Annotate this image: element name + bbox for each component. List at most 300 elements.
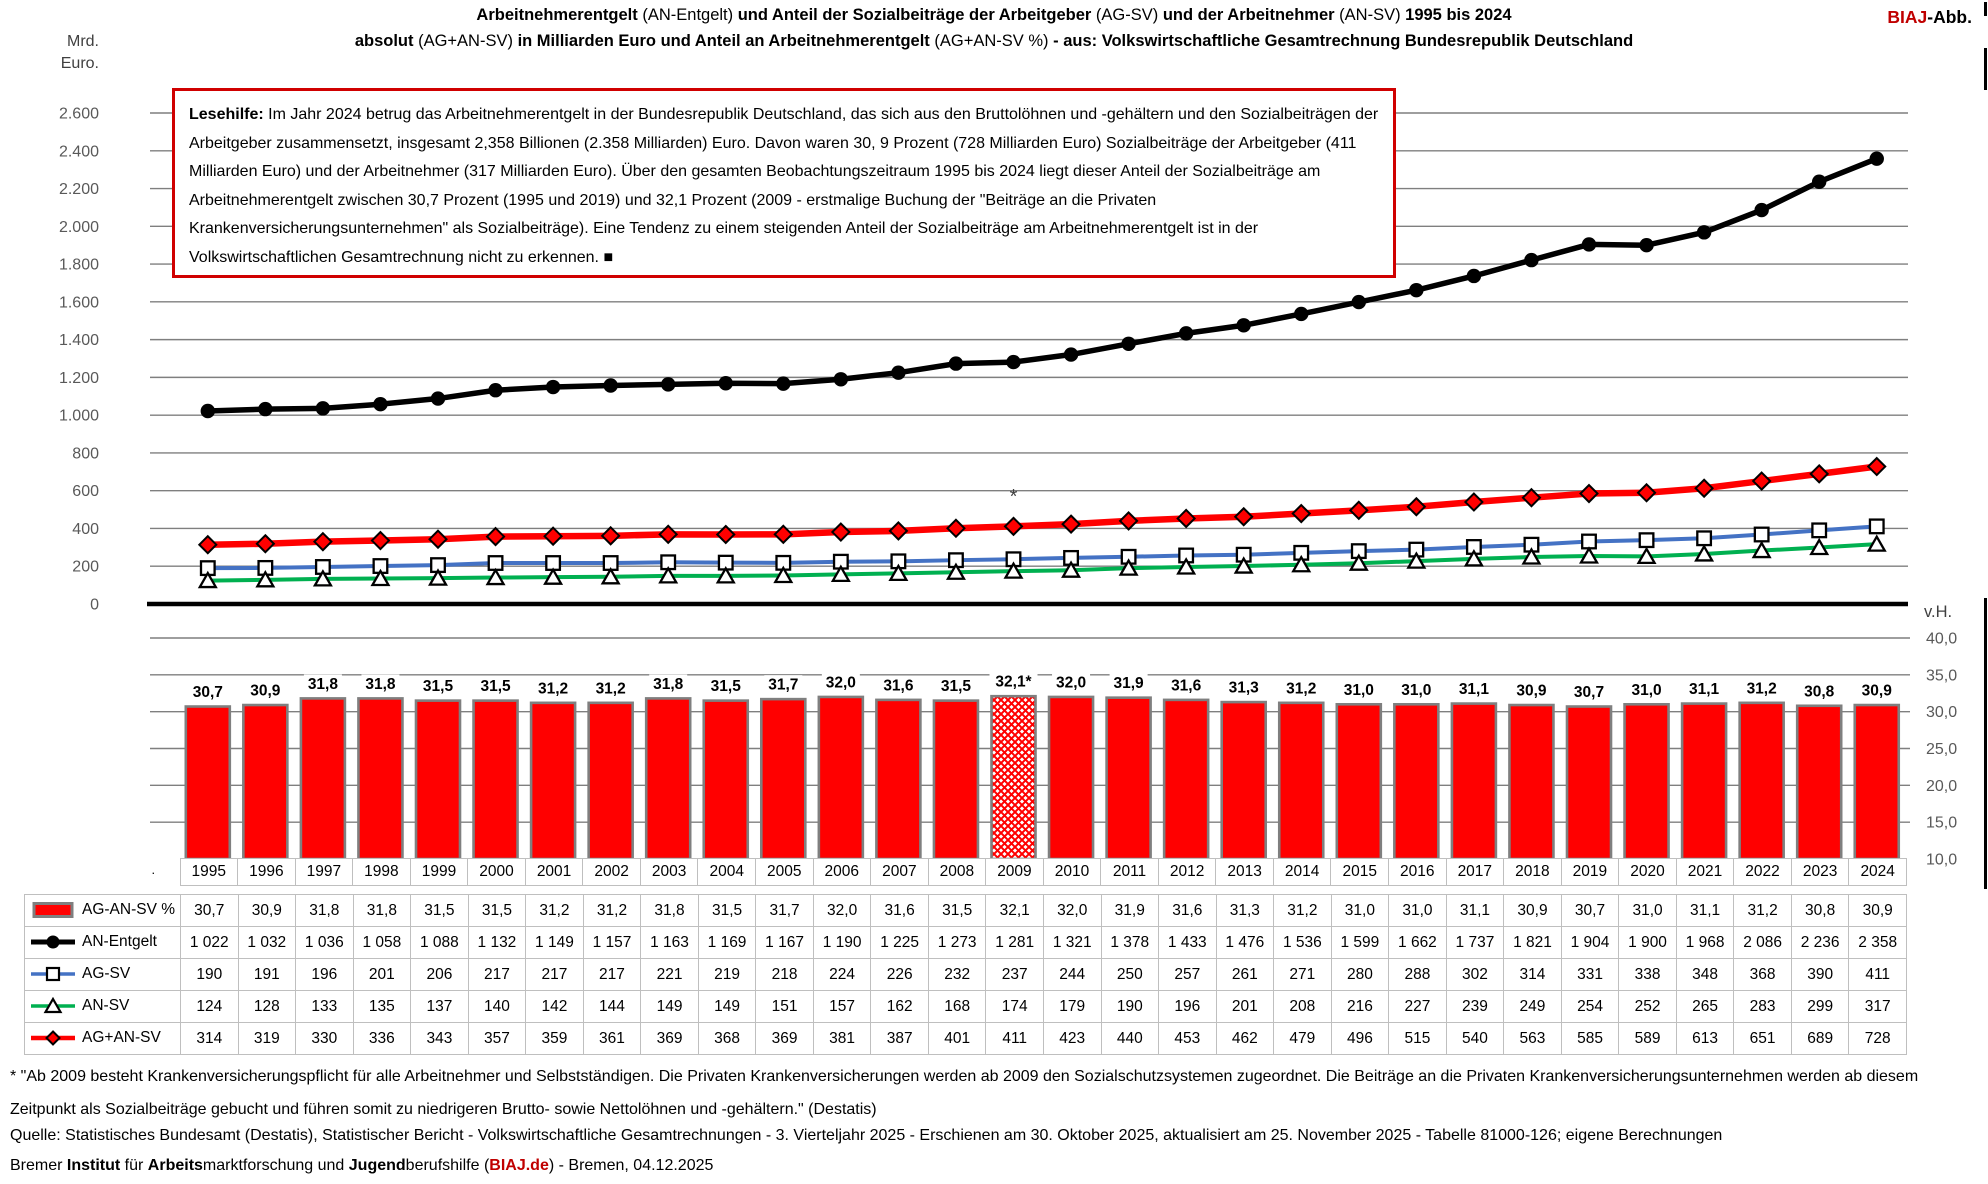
- legend-AN-Entgelt: AN-Entgelt: [25, 927, 181, 959]
- marker-AN-Entgelt: [1237, 318, 1251, 332]
- cell-AG-AN-SV %-1996: 30,9: [238, 895, 296, 927]
- year-header-2016: 2016: [1388, 859, 1446, 886]
- cell-AG-AN-SV %-1995: 30,7: [181, 895, 239, 927]
- cell-AN-SV-2002: 144: [583, 991, 641, 1023]
- cell-AG-AN-SV %-2001: 31,2: [526, 895, 584, 927]
- year-header-2002: 2002: [583, 859, 641, 886]
- marker-AN-Entgelt: [1179, 326, 1193, 340]
- year-header-1998: 1998: [353, 859, 411, 886]
- year-header-2005: 2005: [755, 859, 813, 886]
- bar-label-1998: 31,8: [365, 675, 396, 693]
- year-header-1997: 1997: [295, 859, 353, 886]
- lesehilfe-box: [172, 88, 1396, 278]
- bar-label-2024: 30,9: [1861, 682, 1892, 700]
- cell-AG-AN-SV %-2021: 31,1: [1676, 895, 1734, 927]
- bar-2006: [819, 697, 863, 859]
- cell-AG+AN-SV-2019: 585: [1561, 1023, 1619, 1055]
- bar-2021: [1682, 704, 1726, 859]
- bar-2012: [1164, 700, 1208, 859]
- legend-swatch-bar-icon: [31, 901, 75, 919]
- bar-1999: [416, 701, 460, 859]
- cell-AG-AN-SV %-2019: 30,7: [1561, 895, 1619, 927]
- cell-AG+AN-SV-2001: 359: [526, 1023, 584, 1055]
- credit-seg: Bremer: [10, 1157, 67, 1174]
- bar-2014: [1279, 703, 1323, 859]
- cell-AG-AN-SV %-1998: 31,8: [353, 895, 411, 927]
- year-header-2019: 2019: [1561, 859, 1619, 886]
- bar-2016: [1394, 704, 1438, 859]
- cell-AG-SV-2016: 288: [1389, 959, 1447, 991]
- cell-AG-SV-1995: 190: [181, 959, 239, 991]
- cell-AG+AN-SV-1997: 330: [296, 1023, 354, 1055]
- bar-label-1997: 31,8: [307, 675, 338, 693]
- cell-AN-Entgelt-2015: 1 599: [1331, 927, 1389, 959]
- bar-label-2011: 31,9: [1113, 675, 1144, 693]
- bar-label-2019: 30,7: [1573, 684, 1605, 702]
- years-row-corner-mark: ·: [151, 864, 156, 880]
- marker-AG+AN-SV: [890, 522, 907, 539]
- cell-AN-Entgelt-1999: 1 088: [411, 927, 469, 959]
- marker-AN-Entgelt: [1294, 307, 1308, 321]
- bar-label-2008: 31,5: [940, 678, 972, 696]
- marker-AG+AN-SV: [1465, 494, 1482, 511]
- marker-AG+AN-SV: [199, 536, 216, 553]
- bar-2022: [1740, 703, 1784, 859]
- cell-AG-SV-2015: 280: [1331, 959, 1389, 991]
- cell-AN-Entgelt-2009: 1 281: [986, 927, 1044, 959]
- credit-seg: Arbeits: [147, 1157, 203, 1174]
- cell-AG+AN-SV-2015: 496: [1331, 1023, 1389, 1055]
- bar-2019: [1567, 707, 1611, 859]
- cell-AG-SV-2002: 217: [583, 959, 641, 991]
- bar-label-1995: 30,7: [192, 684, 223, 702]
- cell-AN-Entgelt-2005: 1 167: [756, 927, 814, 959]
- cell-AN-Entgelt-2003: 1 163: [641, 927, 699, 959]
- marker-AG+AN-SV: [1638, 484, 1655, 501]
- title-seg: (AN-Entgelt): [642, 6, 738, 24]
- year-header-1995: 1995: [180, 859, 238, 886]
- cell-AN-SV-2019: 254: [1561, 991, 1619, 1023]
- right-axis-tick: 20,0: [1926, 777, 1958, 795]
- bar-label-2007: 31,6: [883, 677, 914, 695]
- bar-2001: [531, 703, 575, 859]
- series-line-AG+AN-SV: [208, 467, 1877, 545]
- year-header-2020: 2020: [1619, 859, 1677, 886]
- cell-AG-SV-2022: 368: [1734, 959, 1792, 991]
- marker-AN-Entgelt: [1409, 283, 1423, 297]
- year-header-2004: 2004: [698, 859, 756, 886]
- cell-AG-SV-1998: 201: [353, 959, 411, 991]
- cell-AN-Entgelt-2017: 1 737: [1446, 927, 1504, 959]
- biaj-abb-black: -Abb.: [1927, 7, 1972, 27]
- year-header-2006: 2006: [813, 859, 871, 886]
- cell-AN-Entgelt-1995: 1 022: [181, 927, 239, 959]
- cell-AG-AN-SV %-1997: 31,8: [296, 895, 354, 927]
- cell-AG+AN-SV-1996: 319: [238, 1023, 296, 1055]
- source-line: Quelle: Statistisches Bundesamt (Destatis), Statistischer Bericht - Volkswirtschaftliche Gesamtrechnungen - 3. Vierteljahr 2025 - Erschienen am 30. Oktober 2025, aktualisiert am 25. November 2025 - Tabelle 81000-126; eigene Berechnungen: [10, 1127, 1723, 1144]
- cell-AG+AN-SV-2021: 613: [1676, 1023, 1734, 1055]
- bar-label-2004: 31,5: [710, 678, 741, 696]
- cell-AG-SV-2000: 217: [468, 959, 526, 991]
- cell-AG-SV-2004: 219: [698, 959, 756, 991]
- left-axis-tick: 1.800: [58, 256, 99, 274]
- cell-AN-SV-2009: 174: [986, 991, 1044, 1023]
- marker-AG+AN-SV: [1235, 508, 1252, 525]
- cell-AG-SV-1997: 196: [296, 959, 354, 991]
- marker-AN-Entgelt: [1064, 347, 1078, 361]
- left-axis-tick: 600: [72, 483, 99, 501]
- cell-AN-Entgelt-2019: 1 904: [1561, 927, 1619, 959]
- marker-AG+AN-SV: [1178, 510, 1195, 527]
- cell-AG-SV-2011: 250: [1101, 959, 1159, 991]
- cell-AG-SV-2003: 221: [641, 959, 699, 991]
- legend-AN-SV: AN-SV: [25, 991, 181, 1023]
- biaj-abb-red: BIAJ: [1887, 7, 1928, 27]
- left-axis-tick: 2.200: [58, 181, 99, 199]
- bar-2000: [474, 701, 518, 859]
- bar-2023: [1797, 706, 1841, 859]
- cell-AG+AN-SV-1999: 343: [411, 1023, 469, 1055]
- cell-AN-SV-2000: 140: [468, 991, 526, 1023]
- cell-AG+AN-SV-2007: 387: [871, 1023, 929, 1055]
- marker-AG+AN-SV: [1350, 502, 1367, 519]
- marker-AN-Entgelt: [373, 397, 387, 411]
- bar-2002: [589, 703, 633, 859]
- cell-AG-AN-SV %-2014: 31,2: [1274, 895, 1332, 927]
- year-header-2010: 2010: [1043, 859, 1101, 886]
- cell-AG-SV-2001: 217: [526, 959, 584, 991]
- marker-AG+AN-SV: [430, 531, 447, 548]
- bar-2024: [1855, 705, 1899, 859]
- cell-AN-Entgelt-1997: 1 036: [296, 927, 354, 959]
- bar-label-2021: 31,1: [1689, 681, 1720, 699]
- bar-2007: [876, 700, 920, 859]
- right-axis-tick: 25,0: [1926, 741, 1958, 758]
- cell-AN-SV-2011: 190: [1101, 991, 1159, 1023]
- cell-AG-SV-2013: 261: [1216, 959, 1274, 991]
- cell-AN-SV-2020: 252: [1619, 991, 1677, 1023]
- year-header-2012: 2012: [1158, 859, 1216, 886]
- marker-AG+AN-SV: [1293, 505, 1310, 522]
- cell-AG+AN-SV-2012: 453: [1159, 1023, 1217, 1055]
- year-header-2017: 2017: [1446, 859, 1504, 886]
- credit-seg: Institut: [66, 1157, 121, 1174]
- marker-AN-Entgelt: [834, 372, 848, 386]
- cell-AG+AN-SV-2024: 728: [1849, 1023, 1907, 1055]
- cell-AN-SV-2010: 179: [1043, 991, 1101, 1023]
- cell-AG-AN-SV %-2011: 31,9: [1101, 895, 1159, 927]
- marker-AN-Entgelt: [1812, 175, 1826, 189]
- legend-AG-SV: AG-SV: [25, 959, 181, 991]
- legend-line-circle-icon: [31, 933, 75, 951]
- right-axis-tick: 10,0: [1926, 851, 1958, 869]
- marker-AN-Entgelt: [1754, 203, 1768, 217]
- cell-AG-SV-2008: 232: [928, 959, 986, 991]
- cell-AG-AN-SV %-2008: 31,5: [928, 895, 986, 927]
- footnote-2009: * "Ab 2009 besteht Krankenversicherungspflicht für alle Arbeitnehmer und Selbstständigen. Die Privaten Krankenversicherungen werden ab 2009 den Sozialschutzsystemen zugeordnet. Die Beiträge an die Privaten Krankenversicherungsunternehmen werden ab diesem Zeitpunkt als Sozialbeiträge gebucht und führen somit zu niedrigeren Brutto- sowie Nettolöhnen und -gehältern." (Destatis): [10, 1068, 1919, 1118]
- year-header-2000: 2000: [468, 859, 526, 886]
- cell-AN-SV-2016: 227: [1389, 991, 1447, 1023]
- left-axis-tick: 0: [90, 596, 99, 614]
- cell-AN-Entgelt-2014: 1 536: [1274, 927, 1332, 959]
- bar-label-2005: 31,7: [768, 676, 799, 694]
- bar-label-1999: 31,5: [422, 678, 454, 696]
- cell-AG-AN-SV %-2009: 32,1: [986, 895, 1044, 927]
- marker-AG-SV: [1812, 524, 1826, 538]
- marker-AG+AN-SV: [947, 520, 964, 537]
- right-axis-tick: 40,0: [1926, 630, 1958, 648]
- year-header-2011: 2011: [1101, 859, 1159, 886]
- cell-AG-SV-2023: 390: [1791, 959, 1849, 991]
- marker-AN-Entgelt: [1697, 225, 1711, 239]
- cell-AN-SV-2014: 208: [1274, 991, 1332, 1023]
- cell-AN-SV-2007: 162: [871, 991, 929, 1023]
- cell-AG-AN-SV %-2015: 31,0: [1331, 895, 1389, 927]
- cell-AG-SV-2007: 226: [871, 959, 929, 991]
- marker-AN-Entgelt: [776, 376, 790, 390]
- marker-AG-SV: [1870, 520, 1884, 534]
- cell-AG-AN-SV %-2000: 31,5: [468, 895, 526, 927]
- cell-AN-SV-1996: 128: [238, 991, 296, 1023]
- year-header-2014: 2014: [1273, 859, 1331, 886]
- credit-seg: für: [120, 1157, 148, 1174]
- left-axis-tick: 400: [72, 520, 99, 538]
- marker-AG+AN-SV: [1753, 473, 1770, 490]
- cell-AG+AN-SV-2008: 401: [928, 1023, 986, 1055]
- cell-AN-SV-1998: 135: [353, 991, 411, 1023]
- cell-AG-SV-2006: 224: [813, 959, 871, 991]
- cell-AN-SV-2022: 283: [1734, 991, 1792, 1023]
- bar-1996: [243, 705, 287, 859]
- title-seg: (AG+AN-SV): [418, 32, 518, 50]
- marker-AG-SV: [1755, 528, 1769, 542]
- cell-AN-Entgelt-2001: 1 149: [526, 927, 584, 959]
- cell-AN-Entgelt-2006: 1 190: [813, 927, 871, 959]
- cell-AN-Entgelt-2022: 2 086: [1734, 927, 1792, 959]
- cell-AG-AN-SV %-2010: 32,0: [1043, 895, 1101, 927]
- bar-label-2010: 32,0: [1055, 674, 1087, 692]
- year-header-2013: 2013: [1216, 859, 1274, 886]
- cell-AN-SV-2012: 196: [1159, 991, 1217, 1023]
- bar-2015: [1337, 704, 1381, 859]
- cell-AN-SV-2024: 317: [1849, 991, 1907, 1023]
- left-axis-tick: 2.000: [58, 218, 99, 236]
- bar-label-2022: 31,2: [1746, 680, 1777, 698]
- bar-label-2016: 31,0: [1401, 681, 1432, 699]
- marker-AN-Entgelt: [661, 377, 675, 391]
- left-axis-tick: 800: [72, 445, 99, 463]
- cell-AN-Entgelt-2011: 1 378: [1101, 927, 1159, 959]
- bar-label-2000: 31,5: [480, 678, 511, 696]
- year-header-2008: 2008: [928, 859, 986, 886]
- cell-AG+AN-SV-1998: 336: [353, 1023, 411, 1055]
- cell-AG-AN-SV %-2020: 31,0: [1619, 895, 1677, 927]
- bar-label-2017: 31,1: [1458, 681, 1489, 699]
- title-seg: (AG-SV): [1095, 6, 1163, 24]
- years-header-row: [24, 858, 1907, 886]
- title-seg: in Milliarden Euro und Anteil an Arbeitnehmerentgelt: [517, 32, 935, 50]
- bar-label-2023: 30,8: [1804, 683, 1835, 701]
- title-seg: Arbeitnehmerentgelt: [476, 6, 643, 24]
- marker-AG+AN-SV: [1120, 512, 1137, 529]
- biaj-link-text: BIAJ.de: [489, 1157, 549, 1174]
- cell-AG-SV-2014: 271: [1274, 959, 1332, 991]
- series-line-AG-SV: [208, 526, 1877, 568]
- credit-seg: marktforschung und: [202, 1157, 349, 1174]
- year-header-2024: 2024: [1849, 859, 1907, 886]
- marker-AN-Entgelt: [258, 402, 272, 416]
- marker-AN-Entgelt: [431, 391, 445, 405]
- cell-AN-SV-2003: 149: [641, 991, 699, 1023]
- right-axis-tick: 35,0: [1926, 667, 1958, 685]
- legend-line-triangle-icon: [31, 997, 75, 1015]
- year-header-2015: 2015: [1331, 859, 1389, 886]
- cell-AG-AN-SV %-2012: 31,6: [1159, 895, 1217, 927]
- marker-AG-SV: [1640, 533, 1654, 547]
- marker-AN-Entgelt: [201, 404, 215, 418]
- cell-AG-AN-SV %-2018: 30,9: [1504, 895, 1562, 927]
- bar-label-2020: 31,0: [1631, 681, 1662, 699]
- bar-1995: [186, 707, 230, 859]
- year-header-2009: 2009: [986, 859, 1044, 886]
- cell-AN-Entgelt-1998: 1 058: [353, 927, 411, 959]
- marker-AN-Entgelt: [1639, 238, 1653, 252]
- cell-AN-Entgelt-2000: 1 132: [468, 927, 526, 959]
- year-header-2003: 2003: [640, 859, 698, 886]
- asterisk-annotation-2009: *: [1009, 486, 1018, 508]
- bar-label-1996: 30,9: [250, 682, 281, 700]
- marker-AN-Entgelt: [488, 383, 502, 397]
- marker-AN-Entgelt: [1582, 237, 1596, 251]
- left-axis-tick: 1.600: [58, 294, 99, 312]
- bar-label-2009: 32,1*: [995, 673, 1032, 691]
- marker-AG+AN-SV: [257, 535, 274, 552]
- bar-label-2012: 31,6: [1171, 677, 1202, 695]
- bar-label-2014: 31,2: [1286, 680, 1317, 698]
- legend-line-square-icon: [31, 965, 75, 983]
- marker-AG+AN-SV: [1063, 516, 1080, 533]
- cell-AG+AN-SV-2010: 423: [1043, 1023, 1101, 1055]
- bar-label-2015: 31,0: [1343, 681, 1374, 699]
- bar-label-2013: 31,3: [1228, 679, 1259, 697]
- right-axis-unit: v.H.: [1924, 603, 1953, 621]
- title-seg: (AN-SV): [1339, 6, 1406, 24]
- table-row-AN-Entgelt: [25, 927, 1907, 959]
- marker-AG+AN-SV: [602, 527, 619, 544]
- cell-AN-Entgelt-2024: 2 358: [1849, 927, 1907, 959]
- cell-AN-SV-2023: 299: [1791, 991, 1849, 1023]
- cell-AG-SV-2021: 348: [1676, 959, 1734, 991]
- legend-AG+AN-SV: AG+AN-SV: [25, 1023, 181, 1055]
- bar-1997: [301, 698, 345, 859]
- marker-AG+AN-SV: [1005, 518, 1022, 535]
- cell-AG-AN-SV %-2024: 30,9: [1849, 895, 1907, 927]
- left-axis-tick: 2.400: [58, 143, 99, 161]
- year-header-1999: 1999: [410, 859, 468, 886]
- left-axis-unit: Mrd.: [67, 33, 99, 50]
- marker-AG+AN-SV: [487, 528, 504, 545]
- cell-AG+AN-SV-2014: 479: [1274, 1023, 1332, 1055]
- bar-2008: [934, 701, 978, 859]
- title-seg: 1995 bis 2024: [1405, 6, 1512, 24]
- cell-AG-SV-2012: 257: [1159, 959, 1217, 991]
- marker-AN-Entgelt: [1524, 253, 1538, 267]
- bar-2004: [704, 701, 748, 859]
- cell-AG+AN-SV-2005: 369: [756, 1023, 814, 1055]
- cell-AG-AN-SV %-2023: 30,8: [1791, 895, 1849, 927]
- cell-AG+AN-SV-1995: 314: [181, 1023, 239, 1055]
- marker-AG+AN-SV: [1696, 480, 1713, 497]
- bar-2020: [1625, 704, 1669, 859]
- bar-2003: [646, 698, 690, 859]
- cell-AG-AN-SV %-1999: 31,5: [411, 895, 469, 927]
- cell-AN-Entgelt-2012: 1 433: [1159, 927, 1217, 959]
- cell-AG+AN-SV-2013: 462: [1216, 1023, 1274, 1055]
- marker-AN-Entgelt: [603, 378, 617, 392]
- cell-AG-SV-2019: 331: [1561, 959, 1619, 991]
- cell-AN-SV-1999: 137: [411, 991, 469, 1023]
- cell-AN-SV-2001: 142: [526, 991, 584, 1023]
- cell-AG-SV-2018: 314: [1504, 959, 1562, 991]
- marker-AG+AN-SV: [1523, 489, 1540, 506]
- table-row-AN-SV: [25, 991, 1907, 1023]
- title-seg: - aus: Volkswirtschaftliche Gesamtrechnung Bundesrepublik Deutschland: [1053, 32, 1634, 50]
- cell-AG-SV-2017: 302: [1446, 959, 1504, 991]
- cell-AG-AN-SV %-2004: 31,5: [698, 895, 756, 927]
- marker-AN-Entgelt: [1467, 269, 1481, 283]
- legend-AG-AN-SV %: AG-AN-SV %: [25, 895, 181, 927]
- year-header-2007: 2007: [871, 859, 929, 886]
- marker-AN-Entgelt: [1121, 337, 1135, 351]
- credit-seg: berufshilfe (: [405, 1157, 490, 1174]
- year-header-1996: 1996: [238, 859, 296, 886]
- bar-2013: [1222, 702, 1266, 859]
- bar-2010: [1049, 697, 1093, 859]
- credit-seg: Jugend: [348, 1157, 406, 1174]
- cell-AG+AN-SV-2006: 381: [813, 1023, 871, 1055]
- title-seg: (AG+AN-SV %): [934, 32, 1054, 50]
- left-axis-tick: 200: [72, 558, 99, 576]
- cell-AN-Entgelt-2023: 2 236: [1791, 927, 1849, 959]
- cell-AN-Entgelt-2004: 1 169: [698, 927, 756, 959]
- year-header-2001: 2001: [525, 859, 583, 886]
- marker-AG-SV: [1697, 531, 1711, 545]
- cell-AG-SV-2024: 411: [1849, 959, 1907, 991]
- cell-AN-SV-2015: 216: [1331, 991, 1389, 1023]
- bar-2005: [761, 699, 805, 859]
- cell-AG-SV-2009: 237: [986, 959, 1044, 991]
- cell-AG+AN-SV-2016: 515: [1389, 1023, 1447, 1055]
- bar-2017: [1452, 704, 1496, 859]
- marker-AN-Entgelt: [546, 380, 560, 394]
- cell-AN-SV-2013: 201: [1216, 991, 1274, 1023]
- credit-line: [10, 1157, 1975, 1175]
- cell-AG-AN-SV %-2005: 31,7: [756, 895, 814, 927]
- cell-AN-Entgelt-2002: 1 157: [583, 927, 641, 959]
- marker-AN-Entgelt: [719, 376, 733, 390]
- bar-label-2002: 31,2: [595, 680, 626, 698]
- table-row-AG+AN-SV: [25, 1023, 1907, 1055]
- marker-AN-Entgelt: [1870, 152, 1884, 166]
- bar-2018: [1509, 705, 1553, 859]
- left-axis-tick: 1.200: [58, 369, 99, 387]
- cell-AG+AN-SV-2018: 563: [1504, 1023, 1562, 1055]
- cell-AG-AN-SV %-2017: 31,1: [1446, 895, 1504, 927]
- cell-AG-AN-SV %-2022: 31,2: [1734, 895, 1792, 927]
- title-seg: absolut: [354, 32, 419, 50]
- marker-AG+AN-SV: [545, 528, 562, 545]
- cell-AN-SV-2006: 157: [813, 991, 871, 1023]
